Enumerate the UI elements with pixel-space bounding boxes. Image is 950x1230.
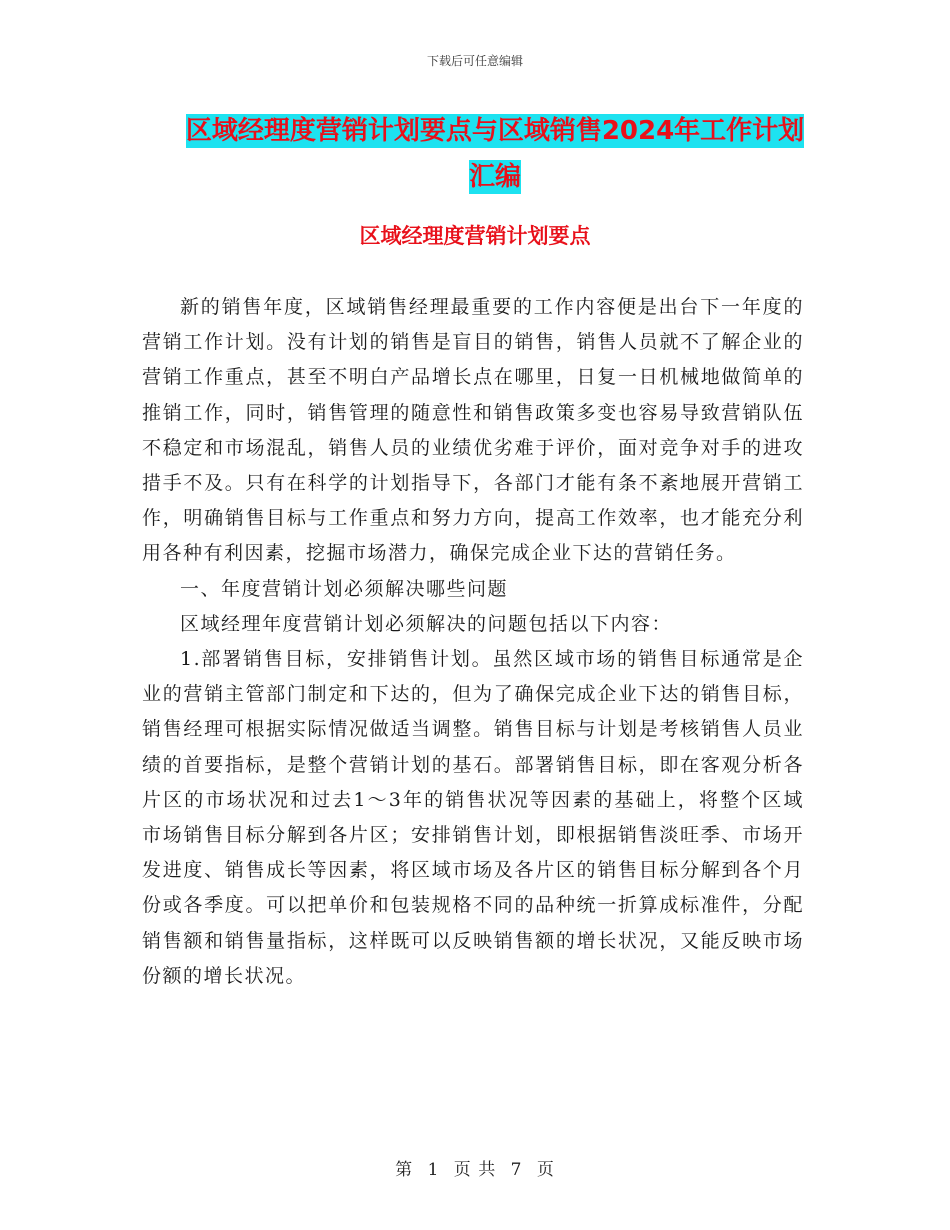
footer-total-pages: 7 <box>510 1160 523 1180</box>
paragraph-intro: 新的销售年度，区域销售经理最重要的工作内容便是出台下一年度的营销工作计划。没有计划的销售是盲目的销售，销售人员就不了解企业的营销工作重点，甚至不明白产品增长点在哪里，日复一日机械地做简单的推销工作，同时，销售管理的随意性和销售政策多变也容易导致营销队伍不稳定和市场混乱，销售人员的业绩优劣难于评价，面对竞争对手的进攻措手不及。只有在科学的计划指导下，各部门才能有条不紊地展开营销工作，明确销售目标与工作重点和努力方向，提高工作效率，也才能充分利用各种有利因素，挖掘市场潜力，确保完成企业下达的营销任务。 <box>142 296 804 565</box>
paragraph-heading-1: 一、年度营销计划必须解决哪些问题 <box>180 577 509 600</box>
paragraph-lead: 区域经理年度营销计划必须解决的问题包括以下内容： <box>180 612 673 635</box>
footer-current-page: 1 <box>427 1160 440 1180</box>
title-line-2: 汇编 <box>468 162 521 192</box>
header-note: 下载后可任意编辑 <box>426 54 523 68</box>
page-footer <box>0 1155 950 1180</box>
title-line-1: 区域经理度营销计划要点与区域销售2024年工作计划 <box>185 116 805 146</box>
footer-suffix: 页 <box>536 1160 555 1180</box>
body-text <box>142 290 804 994</box>
footer-middle: 页 共 <box>453 1160 497 1180</box>
footer-prefix: 第 <box>395 1160 414 1180</box>
document-title <box>140 108 850 200</box>
paragraph-item-1: 1.部署销售目标，安排销售计划。虽然区域市场的销售目标通常是企业的营销主管部门制定和下达的，但为了确保完成企业下达的销售目标，销售经理可根据实际情况做适当调整。销售目标与计划是考核销售人员业绩的首要指标，是整个营销计划的基石。部署销售目标，即在客观分析各片区的市场状况和过去1～3年的销售状况等因素的基础上，将整个区域市场销售目标分解到各片区；安排销售计划，即根据销售淡旺季、市场开发进度、销售成长等因素，将区域市场及各片区的销售目标分解到各个月份或各季度。可以把单价和包装规格不同的品种统一折算成标准件，分配销售额和销售量指标，这样既可以反映销售额的增长状况，又能反映市场份额的增长状况。 <box>142 648 804 987</box>
section-title: 区域经理度营销计划要点 <box>359 224 591 248</box>
